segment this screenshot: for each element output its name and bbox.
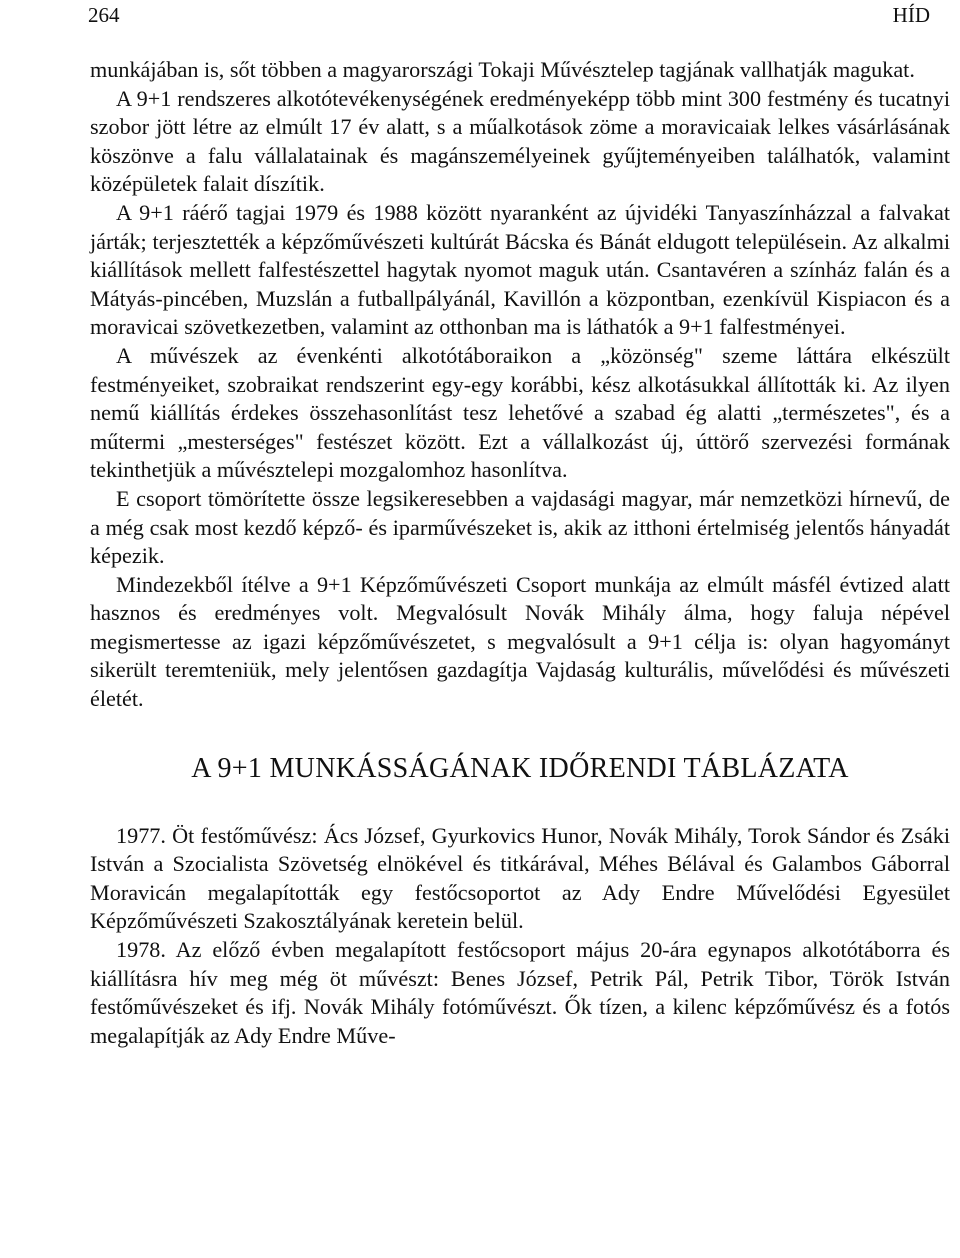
body-text xyxy=(90,56,950,1050)
paragraph: A 9+1 rendszeres alkotótevékenységének eredményeképp több mint 300 festmény és tucatnyi szobor jött létre az elmúlt 17 év alatt, s a műalkotások zöme a moravicaiak lelkes vásárlásának köszönve a falu vállalatainak és magánszemélyeinek gyűjteményeiben találhatók, valamint középületek falait díszítik. xyxy=(90,85,950,197)
paragraph: A művészek az évenkénti alkotótáboraikon a „közönség" szeme láttára elkészült festményeiket, szobraikat rendszerint egy-egy korábbi, kész alkotásukkal állították ki. Az ilyen nemű kiállítás érdekes összehasonlítást tesz lehetővé a szabad ég alatti „természetes", és a műtermi „mesterséges" festészet között. Ezt a vállalkozást új, úttörő szervezési formának tekinthetjük a művésztelepi mozgalomhoz hasonlítva. xyxy=(90,342,950,483)
paragraph: munkájában is, sőt többen a magyarországi Tokaji Művésztelep tagjának vallhatják magukat. xyxy=(90,57,915,82)
paragraph: E csoport tömörítette össze legsikeresebben a vajdasági magyar, már nemzetközi hírnevű, de a még csak most kezdő képző- és iparművészeket is, akik az itthoni értelmiség jelentős hányadát képezik. xyxy=(90,485,950,569)
paragraph: 1978. Az előző évben megalapított festőcsoport május 20-ára egynapos alkotótáborra és kiállításra hív meg még öt művészt: Benes József, Petrik Pál, Petrik Tibor, Török István festőművészeket és ifj. Novák Mihály fotóművészt. Ők tízen, a kilenc képzőművész és a fotós megalapítják az Ady Endre Műve- xyxy=(90,937,950,1048)
page-number: 264 xyxy=(88,3,120,27)
journal-title: HÍD xyxy=(892,3,930,27)
paragraph: Mindezekből ítélve a 9+1 Képzőművészeti Csoport munkája az elmúlt másfél évtized alatt hasznos és eredményes volt. Megvalósult Novák Mihály álma, hogy faluja népével megismertesse az igazi képzőművészetet, s megvalósult a 9+1 célja is: olyan hagyományt sikerült teremteniük, mely jelentősen gazdagítja Vajdaság kulturális, művelődési és művészeti életét. xyxy=(90,571,950,712)
section-title: A 9+1 MUNKÁSSÁGÁNAK IDŐRENDI TÁBLÁZATA xyxy=(191,752,849,784)
running-head xyxy=(88,2,930,28)
paragraph: A 9+1 ráérő tagjai 1979 és 1988 között nyaranként az újvidéki Tanyaszínházzal a falvakat járták; terjesztették a képzőművészeti kultúrát Bácska és Bánát eldugott településein. Az alkalmi kiállítások mellett falfestészettel hagytak nyomot maguk után. Csantavéren a színház falán és a Mátyás-pincében, Muzslán a futballpályánál, Kavillón a központban, ezenkívül Kispiacon és a moravicai szövetkezetben, valamint az otthonban ma is láthatók a 9+1 falfestményei. xyxy=(90,199,950,340)
paragraph: 1977. Öt festőművész: Ács József, Gyurkovics Hunor, Novák Mihály, Torok Sándor és Zsáki István a Szocialista Szövetség elnökével és titkárával, Méhes Bélával és Galambos Gáborral Moravicán megalapították egy festőcsoportot az Ady Endre Művelődési Egyesület Képzőművészeti Szakosztályának keretein belül. xyxy=(90,822,950,934)
